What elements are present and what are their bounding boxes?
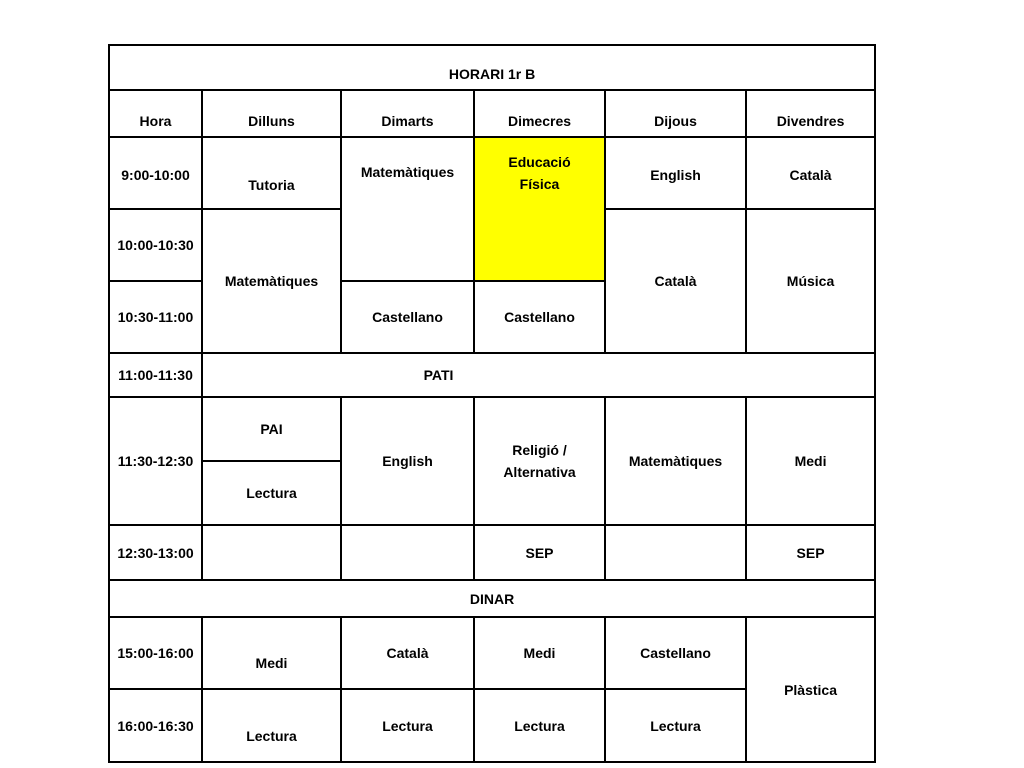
cell-wed-castellano: Castellano [474,281,605,353]
header-divendres: Divendres [746,90,875,137]
cell-wed-sep: SEP [474,525,605,580]
cell-thu-english: English [605,137,746,209]
cell-wed-lectura: Lectura [474,689,605,762]
header-dimarts: Dimarts [341,90,474,137]
cell-fri-plastica: Plàstica [746,617,875,762]
hour-cell: 11:00-11:30 [109,353,202,397]
cell-mon-empty [202,525,341,580]
cell-tue-catala: Català [341,617,474,689]
cell-fri-catala: Català [746,137,875,209]
cell-text: Medi [255,655,288,671]
header-dimecres: Dimecres [474,90,605,137]
cell-pati [202,353,875,397]
cell-thu-mates: Matemàtiques [605,397,746,525]
cell-tue-lectura: Lectura [341,689,474,762]
cell-dinar: DINAR [109,580,875,617]
hour-cell: 16:00-16:30 [109,689,202,762]
timetable [108,44,876,763]
cell-tue-empty [341,525,474,580]
cell-mon-tutoria [202,137,341,209]
hour-cell: 12:30-13:00 [109,525,202,580]
pati-label: PATI [423,367,454,383]
hour-cell: 11:30-12:30 [109,397,202,525]
cell-fri-sep: SEP [746,525,875,580]
cell-text: Matemàtiques [360,164,455,180]
cell-mon-pai: PAI [202,397,341,461]
cell-tue-english: English [341,397,474,525]
cell-thu-empty [605,525,746,580]
header-hora: Hora [109,90,202,137]
cell-mon-mates: Matemàtiques [202,209,341,353]
cell-text: Tutoria [248,177,295,193]
cell-wed-religio [474,397,605,525]
cell-wed-medi: Medi [474,617,605,689]
cell-wed-educacio-fisica [474,137,605,281]
cell-text: Religió / Alternativa [503,442,576,480]
header-dilluns: Dilluns [202,90,341,137]
cell-fri-musica: Música [746,209,875,353]
timetable-title: HORARI 1r B [109,45,875,90]
hour-cell: 10:00-10:30 [109,209,202,281]
cell-mon-lectura: Lectura [202,461,341,525]
cell-thu-catala: Català [605,209,746,353]
hour-cell: 15:00-16:00 [109,617,202,689]
cell-mon-lectura2 [202,689,341,762]
cell-tue-castellano: Castellano [341,281,474,353]
cell-thu-castellano: Castellano [605,617,746,689]
cell-thu-lectura: Lectura [605,689,746,762]
cell-text: Educació Física [508,154,571,192]
cell-text: Lectura [246,727,297,744]
cell-fri-medi: Medi [746,397,875,525]
hour-cell: 10:30-11:00 [109,281,202,353]
cell-mon-medi [202,617,341,689]
hour-cell: 9:00-10:00 [109,137,202,209]
header-dijous: Dijous [605,90,746,137]
cell-tue-mates [341,137,474,281]
